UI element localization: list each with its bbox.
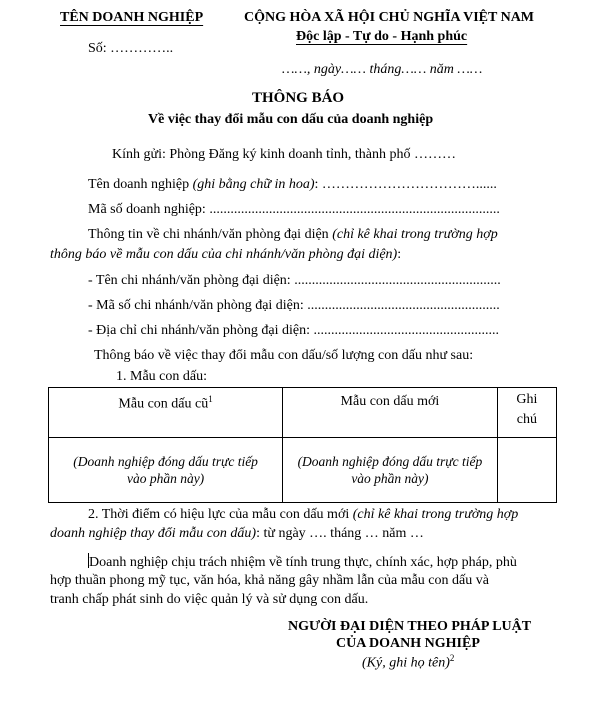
document-date: ……, ngày…… tháng…… năm …… [282, 62, 483, 77]
company-name-dots: : ……………………………...... [314, 177, 497, 192]
company-name-label: Tên doanh nghiệp [88, 177, 193, 192]
note-cell [497, 438, 556, 503]
recipient-line: Kính gửi: Phòng Đăng ký kinh doanh tỉnh, thành phố ……… [112, 147, 456, 162]
company-name-hint: (ghi bằng chữ in hoa) [192, 177, 315, 192]
table-header-row [49, 388, 557, 438]
table-row [49, 438, 557, 503]
responsibility-line3: tranh chấp phát sinh do việc quản lý và sử dụng con dấu. [50, 592, 369, 607]
section-2-line1 [88, 507, 518, 523]
branch-intro-hint-cont: thông báo về mẫu con dấu của chi nhánh/văn phòng đại diện) [50, 247, 398, 262]
col-new-seal: Mẫu con dấu mới [283, 388, 498, 438]
notice-line: Thông báo về việc thay đổi mẫu con dấu/số lượng con dấu như sau: [94, 348, 474, 363]
responsibility-line2: hợp thuần phong mỹ tục, văn hóa, khả năng gây nhầm lẫn của mẫu con dấu và [50, 573, 489, 588]
section-1-heading: 1. Mẫu con dấu: [116, 369, 207, 384]
tax-code-field: Mã số doanh nghiệp: ................................................................................... [88, 202, 500, 217]
signature-title-line1: NGƯỜI ĐẠI DIỆN THEO PHÁP LUẬT [288, 619, 532, 634]
branch-intro-colon: : [397, 247, 402, 262]
section-2-date: : từ ngày …. tháng … năm … [256, 526, 424, 541]
document-number: Số: ………….. [88, 41, 174, 56]
branch-intro-text: Thông tin về chi nhánh/văn phòng đại diện [88, 227, 333, 242]
responsibility-line1: Doanh nghiệp chịu trách nhiệm về tính trung thực, chính xác, hợp pháp, phù [89, 555, 517, 570]
seal-table [48, 387, 557, 503]
page-subtitle: Về việc thay đổi mẫu con dấu của doanh nghiệp [148, 112, 434, 127]
country-name: CỘNG HÒA XÃ HỘI CHỦ NGHĨA VIỆT NAM [244, 10, 535, 25]
new-seal-cell: (Doanh nghiệp đóng dấu trực tiếp vào phần này) [283, 438, 498, 503]
national-motto: Độc lập - Tự do - Hạnh phúc [296, 29, 468, 44]
signature-title-line2: CỦA DOANH NGHIỆP [336, 636, 480, 651]
old-seal-cell: (Doanh nghiệp đóng dấu trực tiếp vào phần này) [49, 438, 283, 503]
page-title: THÔNG BÁO [252, 90, 345, 106]
col-old-seal: Mẫu con dấu $cũ^1$ [49, 388, 283, 438]
company-name-field [88, 177, 497, 193]
section-2-text: 2. Thời điểm có hiệu lực của mẫu con dấu mới [88, 507, 353, 522]
branch-intro-line2 [50, 247, 401, 263]
branch-address-field: - Địa chỉ chi nhánh/văn phòng đại diện: ..................................................... [88, 323, 499, 338]
company-name-header: TÊN DOANH NGHIỆP [60, 10, 204, 25]
signature-note: (Ký, ghi họ tên)$^2$ [362, 653, 455, 671]
branch-code-field: - Mã số chi nhánh/văn phòng đại diện: ....................................................... [88, 298, 500, 313]
branch-intro-hint: (chỉ kê khai trong trường hợp [332, 227, 498, 242]
branch-name-field: - Tên chi nhánh/văn phòng đại diện: ........................................................... [88, 273, 501, 288]
section-2-line2 [50, 526, 424, 542]
col-note: Ghi chú [497, 388, 556, 438]
branch-intro-line1 [88, 227, 498, 243]
section-2-hint: (chỉ kê khai trong trường hợp [352, 507, 519, 522]
section-2-hint-cont: doanh nghiệp thay đổi mẫu con dấu) [50, 526, 257, 541]
